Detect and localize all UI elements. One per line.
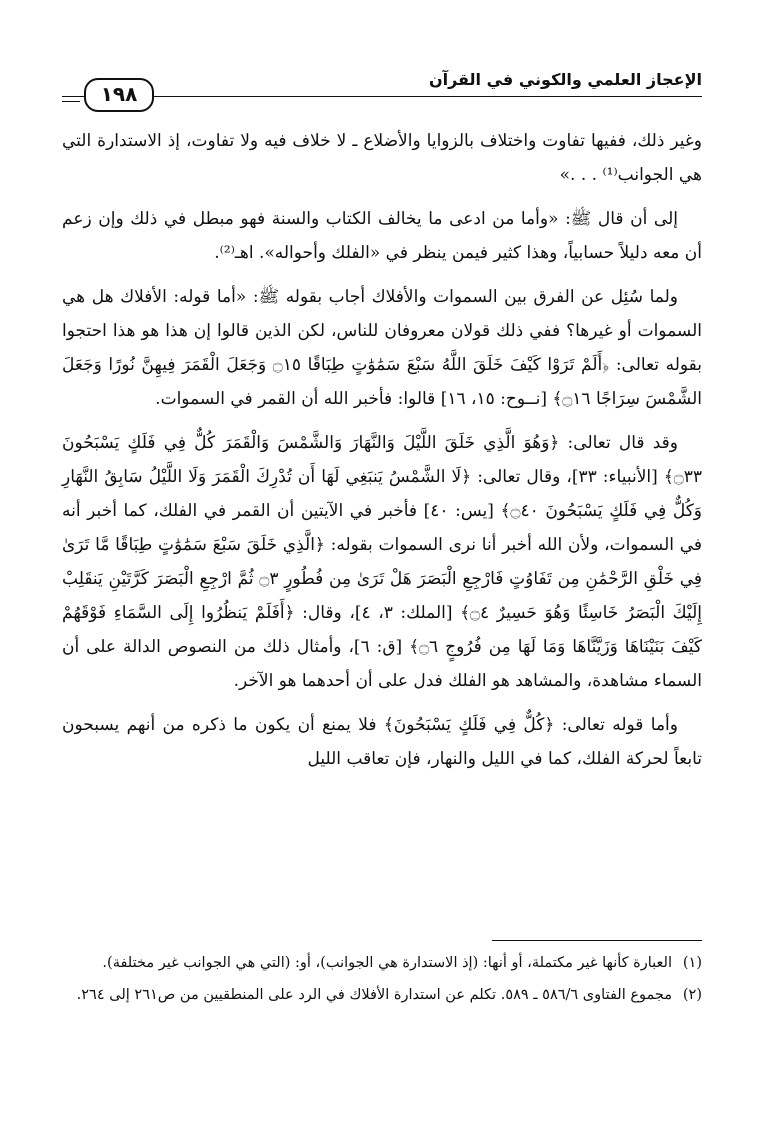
footnote-2 [62, 982, 702, 1008]
running-header [62, 66, 702, 110]
paragraph-3: ولما سُئِل عن الفرق بين السموات والأفلاك أجاب بقوله ﷺ: «أما قوله: الأفلاك هل هي السموات أو غيرها؟ ففي ذلك قولان معروفان للناس، لكن الذين قالوا إن هذا هو هذا احتجوا بقوله تعالى: ﴿أَلَمْ تَرَوْا كَيْفَ خَلَقَ اللَّهُ سَبْعَ سَمَٰوَٰتٍ طِبَاقًا ۝١٥ وَجَعَلَ الْقَمَرَ فِيهِنَّ نُورًا وَجَعَلَ الشَّمْسَ سِرَاجًا ۝١٦﴾ [نــوح: ١٥، ١٦] قالوا: فأخبر الله أن القمر في السموات. [62, 287, 703, 409]
book-title: الإعجاز العلمي والكوني في القرآن [428, 70, 702, 89]
footnote-1 [62, 950, 702, 976]
footnotes [62, 950, 702, 1014]
paragraph-2: إلى أن قال ﷺ: «وأما من ادعى ما يخالف الكتاب والسنة فهو مبطل في ذلك وإن زعم أن معه دليلاً حسابياً، وهذا كثير فيمن ينظر في «الفلك وأحواله». اهـ⁽²⁾. [62, 209, 702, 263]
header-rule-short [62, 101, 80, 102]
main-text [62, 124, 702, 786]
footnote-text: العبارة كأنها غير مكتملة، أو أنها: (إذ الاستدارة هي الجوانب)، أو: (التي هي الجوانب غير مختلفة). [102, 955, 672, 971]
footnote-separator [492, 940, 702, 941]
paragraph-5: وأما قوله تعالى: ﴿كُلٌّ فِي فَلَكٍ يَسْبَحُونَ﴾ فلا يمنع أن يكون ما ذكره من أنهم يسبحون تابعاً لحركة الفلك، كما في الليل والنهار، فإن تعاقب الليل [62, 715, 702, 769]
footnote-number: (٢) [682, 987, 702, 1003]
footnote-text: مجموع الفتاوى ٥٨٦/٦ ـ ٥٨٩. تكلم عن استدارة الأفلاك في الرد على المنطقيين من ص٢٦١ إلى ٢٦٤. [76, 987, 672, 1003]
paragraph-4: وقد قال تعالى: ﴿وَهُوَ الَّذِي خَلَقَ اللَّيْلَ وَالنَّهَارَ وَالشَّمْسَ وَالْقَمَرَ كُلٌّ فِي فَلَكٍ يَسْبَحُونَ ۝٣٣﴾ [الأنبياء: ٣٣]، وقال تعالى: ﴿لَا الشَّمْسُ يَنبَغِي لَهَا أَن تُدْرِكَ الْقَمَرَ وَلَا اللَّيْلُ سَابِقُ النَّهَارِ وَكُلٌّ فِي فَلَكٍ يَسْبَحُونَ ۝٤٠﴾ [يس: ٤٠] فأخبر في الآيتين أن القمر في الفلك، كما أخبر أنه في السموات، ولأن الله أخبر أنا نرى السموات بقوله: ﴿الَّذِي خَلَقَ سَبْعَ سَمَٰوَٰتٍ طِبَاقًا مَّا تَرَىٰ فِي خَلْقِ الرَّحْمَٰنِ مِن تَفَاوُتٍ فَارْجِعِ الْبَصَرَ هَلْ تَرَىٰ مِن فُطُورٍ ۝٣ ثُمَّ ارْجِعِ الْبَصَرَ كَرَّتَيْنِ يَنقَلِبْ إِلَيْكَ الْبَصَرُ خَاسِئًا وَهُوَ حَسِيرٌ ۝٤﴾ [الملك: ٣، ٤]، وقال: ﴿أَفَلَمْ يَنظُرُوا إِلَى السَّمَاءِ فَوْقَهُمْ كَيْفَ بَنَيْنَاهَا وَزَيَّنَّاهَا وَمَا لَهَا مِن فُرُوجٍ ۝٦﴾ [ق: ٦]، وأمثال ذلك من النصوص الدالة على أن السماء مشاهدة، والمشاهد هو الفلك فدل على أن أحدهما هو الآخر. [62, 433, 703, 691]
footnote-number: (١) [682, 955, 702, 971]
page-number: ١٩٨ [84, 78, 154, 112]
header-rule [62, 96, 702, 97]
paragraph-1: وغير ذلك، ففيها تفاوت واختلاف بالزوايا والأضلاع ـ لا خلاف فيه ولا تفاوت، إذ الاستدارة التي هي الجوانب⁽¹⁾ . . .» [62, 131, 702, 185]
